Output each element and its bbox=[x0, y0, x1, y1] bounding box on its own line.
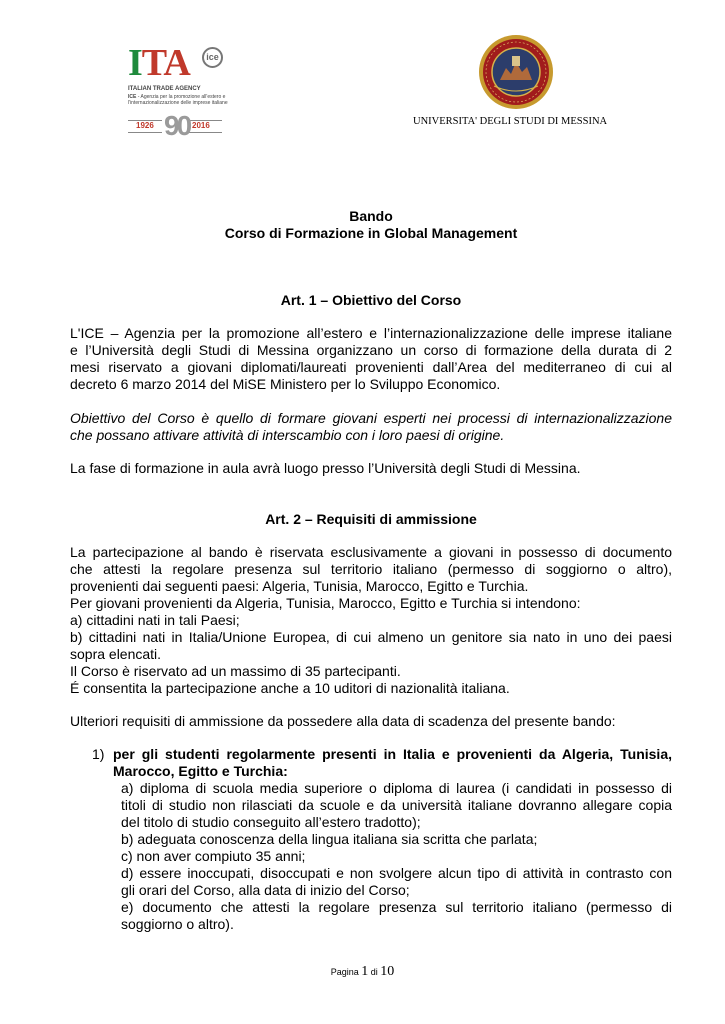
list-item-number: 1) bbox=[92, 746, 105, 762]
art2-p1-line: provenienti dai seguenti paesi: Algeria, Tunisia, Marocco, Egitto e Turchia. bbox=[70, 578, 529, 594]
anniversary-mark bbox=[128, 110, 228, 141]
art1-p1-line: mesi riservato a giovani diplomati/laureati provenienti dall’Area del mediterraneo di cui al bbox=[70, 359, 672, 375]
ita-wordmark: ITA bbox=[128, 42, 190, 84]
year-start: 1926 bbox=[136, 121, 154, 130]
requirement-line: gli orari del Corso, alla data di inizio del Corso; bbox=[121, 882, 410, 898]
requirement-line: c) non aver compiuto 35 anni; bbox=[121, 848, 306, 864]
university-name: UNIVERSITA' DEGLI STUDI DI MESSINA bbox=[413, 116, 608, 127]
anniversary-number: 90 bbox=[164, 110, 190, 141]
art1-p1-line: decreto 6 marzo 2014 del MiSE Ministero per lo Sviluppo Economico. bbox=[70, 376, 501, 392]
requirement-line: del titolo di studio conseguito all’estero tradotto); bbox=[121, 814, 421, 830]
list-item-heading: Marocco, Egitto e Turchia: bbox=[113, 763, 288, 779]
requirement-line: titoli di studio non rilasciati da scuole e da università italiane dovranno allegare copia bbox=[121, 797, 672, 813]
art2-p1-line: La partecipazione al bando è riservata esclusivamente a giovani in possesso di documento bbox=[70, 544, 672, 560]
art2-p1-line: É consentita la partecipazione anche a 10 uditori di nazionalità italiana. bbox=[70, 680, 510, 696]
list-item-heading: per gli studenti regolarmente presenti in Italia e provenienti da Algeria, Tunisia, bbox=[113, 746, 672, 762]
art2-p1-line: Il Corso è riservato ad un massimo di 35 partecipanti. bbox=[70, 663, 401, 679]
requirement-line: d) essere inoccupati, disoccupati e non svolgere alcun tipo di attività in contrasto con bbox=[121, 865, 672, 881]
page-footer bbox=[0, 964, 725, 980]
art2-p2: Ulteriori requisiti di ammissione da possedere alla data di scadenza del presente bando: bbox=[70, 713, 616, 729]
footer-of: di bbox=[370, 967, 378, 977]
art1-p1-line: e l’Università degli Studi di Messina organizzano un corso di formazione della durata di 2 bbox=[70, 342, 672, 358]
footer-label: Pagina bbox=[330, 967, 359, 977]
requirement-line: e) documento che attesti la regolare presenza sul territorio italiano (permesso di bbox=[121, 899, 672, 915]
art1-p3: La fase di formazione in aula avrà luogo presso l’Università degli Studi di Messina. bbox=[70, 460, 581, 476]
ita-tagline: ICE - Agenzia per la promozione all'estero e l'internazionalizzazione delle imprese italiane bbox=[128, 94, 228, 106]
requirement-line: a) diploma di scuola media superiore o diploma di laurea (i candidati in possesso di bbox=[121, 780, 672, 796]
art2-p1-line: sopra elencati. bbox=[70, 646, 162, 662]
art1-p2-line: che possano attivare attività di interscambio con i loro paesi di origine. bbox=[70, 427, 505, 443]
art2-heading: Art. 2 – Requisiti di ammissione bbox=[265, 511, 477, 527]
ice-mark-icon: ice bbox=[202, 47, 223, 68]
ita-subtitle: ITALIAN TRADE AGENCY bbox=[128, 86, 201, 92]
art2-p1-line: a) cittadini nati in tali Paesi; bbox=[70, 612, 240, 628]
art2-p1-line: b) cittadini nati in Italia/Unione Europea, di cui almeno un genitore sia nato in uno dei paesi bbox=[70, 629, 672, 645]
art1-heading: Art. 1 – Obiettivo del Corso bbox=[280, 292, 462, 308]
year-end: 2016 bbox=[192, 121, 210, 130]
requirement-line: soggiorno o altro). bbox=[121, 916, 234, 932]
page-total: 10 bbox=[380, 964, 395, 979]
art2-p1-line: che attesti la regolare presenza sul territorio italiano (permesso di soggiorno o altro), bbox=[70, 561, 672, 577]
requirement-line: b) adeguata conoscenza della lingua italiana sia scritta che parlata; bbox=[121, 831, 538, 847]
university-seal-icon bbox=[478, 34, 554, 110]
page-number: 1 bbox=[361, 964, 369, 979]
doc-subtitle: Corso di Formazione in Global Management bbox=[224, 225, 518, 241]
art1-p1-line: L'ICE – Agenzia per la promozione all’estero e l’internazionalizzazione delle imprese italiane bbox=[70, 325, 672, 341]
ita-logo bbox=[128, 44, 253, 144]
art2-p1-line: Per giovani provenienti da Algeria, Tunisia, Marocco, Egitto e Turchia si intendono: bbox=[70, 595, 581, 611]
art1-p2-line: Obiettivo del Corso è quello di formare giovani esperti nei processi di internazionalizzazione bbox=[70, 410, 672, 426]
doc-title: Bando bbox=[349, 208, 393, 224]
